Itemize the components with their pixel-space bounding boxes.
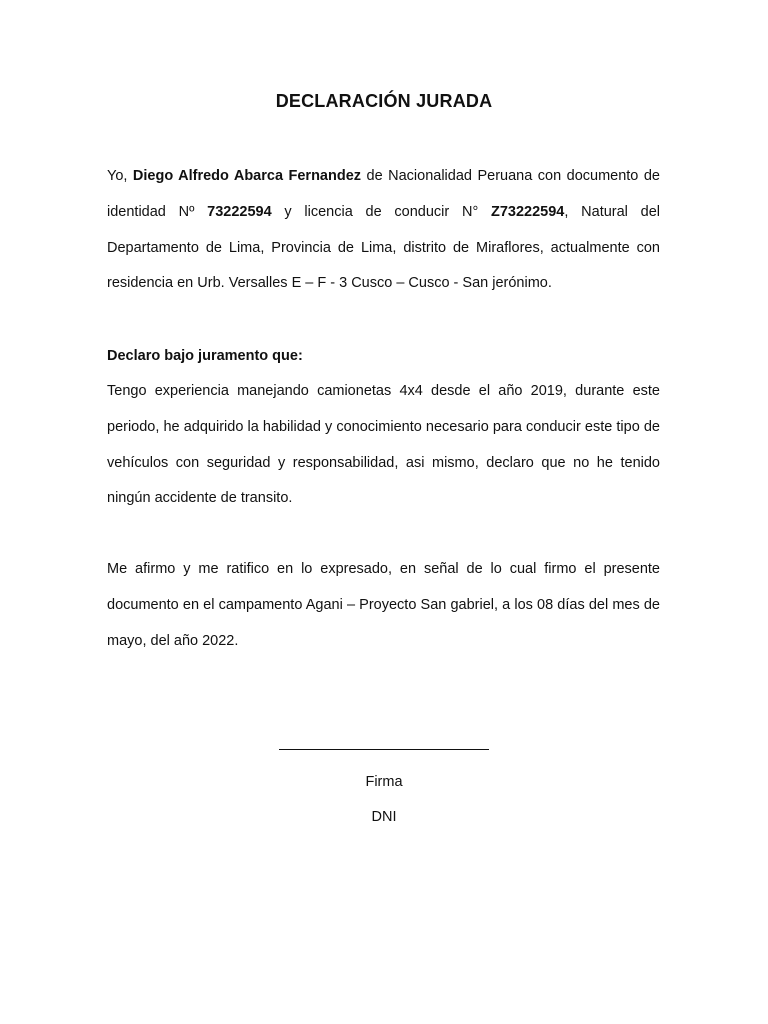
id-number: 73222594	[207, 203, 272, 220]
declaration-heading: Declaro bajo juramento que:	[107, 348, 303, 364]
signature-line	[0, 737, 768, 753]
intro-text-4: , Natural del Departamento de Lima, Provincia de Lima, distrito de Miraflores, actualmente con residencia en Urb. Versalles E – F - 3 Cusco – Cusco - San jerónimo.	[107, 203, 661, 292]
signature-underline	[279, 737, 489, 750]
intro-text-2: de Nacionalidad Peruana con documento de identidad Nº	[107, 168, 660, 220]
license-number: Z73222594	[491, 203, 565, 220]
dni-label: DNI	[371, 809, 397, 825]
declaration-body: Tengo experiencia manejando camionetas 4x4 desde el año 2019, durante este periodo, he adquirido la habilidad y conocimiento necesario para conducir este tipo de vehículos con seguridad y responsabilidad, asi mismo, declaro que no he tenido ningún accidente de transito.	[107, 383, 660, 507]
intro-paragraph	[107, 159, 660, 302]
document-title: DECLARACIÓN JURADA	[275, 91, 493, 111]
signature-label: Firma	[365, 774, 403, 790]
intro-text-3: y licencia de conducir N°	[271, 203, 491, 220]
intro-text-1: Yo,	[107, 168, 133, 184]
closing-paragraph: Me afirmo y me ratifico en lo expresado, en señal de lo cual firmo el presente documento en el campamento Agani – Proyecto San gabriel, a los 08 días del mes de mayo, del año 2022.	[107, 561, 660, 649]
declarant-name: Diego Alfredo Abarca Fernandez	[132, 168, 362, 184]
